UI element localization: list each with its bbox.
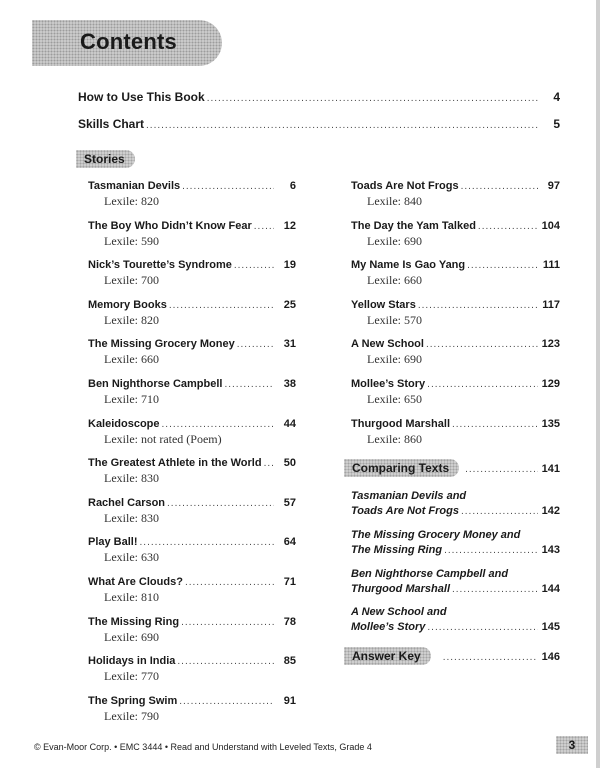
lexile-level: Lexile: 840 [367,194,422,208]
story-page: 57 [283,497,296,509]
story-title: Memory Books [88,299,167,311]
story-page: 117 [542,299,560,311]
leader-dots [234,259,274,271]
leader-dots [207,90,538,104]
answer-key-entry[interactable] [344,647,560,665]
lexile-level: Lexile: 660 [104,352,159,366]
lexile-level: Lexile: 690 [367,352,422,366]
story-page: 78 [283,616,296,628]
story-title: Rachel Carson [88,497,166,509]
leader-dots [443,651,538,663]
story-entry[interactable] [88,616,296,645]
story-entry[interactable] [88,220,296,249]
story-page: 50 [283,457,296,469]
story-page: 123 [541,338,560,350]
pair-line-2: Mollee’s Story [351,621,426,633]
pair-page: 143 [541,544,560,556]
footer-copyright: © Evan-Moor Corp. • EMC 3444 • Read and Understand with Leveled Texts, Grade 4 [34,742,372,752]
story-title: Yellow Stars [351,299,416,311]
story-title: The Missing Ring [88,616,180,628]
pair-page: 145 [541,621,560,633]
leader-dots [427,621,538,633]
leader-dots [237,338,274,350]
leader-dots [181,616,274,628]
story-page: 111 [542,259,560,271]
page-edge [596,0,600,768]
entry-page: 5 [553,117,560,131]
story-page: 135 [541,418,560,430]
story-title: Tasmanian Devils [88,180,181,192]
story-entry[interactable] [351,220,560,249]
story-entry[interactable] [88,655,296,684]
story-entry[interactable] [88,497,296,526]
story-entry[interactable] [351,418,560,447]
story-entry[interactable] [88,180,296,209]
pair-line-1: The Missing Grocery Money and [351,529,521,541]
story-page: 19 [283,259,296,271]
story-title: Ben Nighthorse Campbell [88,378,223,390]
story-page: 38 [283,378,296,390]
story-entry[interactable] [351,338,560,367]
story-title: What Are Clouds? [88,576,183,588]
leader-dots [478,220,538,232]
story-page: 97 [547,180,560,192]
leader-dots [461,180,538,192]
leader-dots [182,180,274,192]
story-entry[interactable] [88,299,296,328]
leader-dots [179,695,274,707]
entry-title: Skills Chart [78,117,145,131]
story-page: 6 [289,180,296,192]
leader-dots [177,655,274,667]
toc-entry-how-to-use[interactable] [78,90,560,104]
leader-dots [444,544,538,556]
story-page: 85 [283,655,296,667]
leader-dots [167,497,274,509]
story-title: The Greatest Athlete in the World [88,457,262,469]
answer-key-heading: Answer Key [344,647,431,665]
leader-dots [452,583,538,595]
story-title: Holidays in India [88,655,176,667]
stories-heading: Stories [76,150,135,168]
lexile-level: Lexile: 660 [367,273,422,287]
pair-line-1: Tasmanian Devils and [351,490,467,502]
story-page: 64 [283,536,296,548]
pair-line-1: Ben Nighthorse Campbell and [351,568,509,580]
lexile-level: Lexile: 820 [104,194,159,208]
lexile-level: Lexile: 700 [104,273,159,287]
comparing-pair-entry[interactable] [351,490,560,517]
lexile-level: Lexile: 690 [104,630,159,644]
lexile-level: Lexile: 590 [104,234,159,248]
lexile-level: Lexile: 630 [104,550,159,564]
lexile-level: Lexile: 650 [367,392,422,406]
story-title: The Missing Grocery Money [88,338,235,350]
story-title: The Spring Swim [88,695,178,707]
story-entry[interactable] [88,695,296,724]
story-page: 25 [283,299,296,311]
leader-dots [427,378,538,390]
story-page: 104 [541,220,560,232]
story-entry[interactable] [351,259,560,288]
story-entry[interactable] [88,576,296,605]
story-entry[interactable] [88,338,296,367]
toc-entry-skills-chart[interactable] [78,117,560,131]
story-entry[interactable] [351,180,560,209]
leader-dots [146,117,538,131]
leader-dots [224,378,274,390]
story-page: 12 [283,220,296,232]
story-entry[interactable] [88,259,296,288]
story-entry[interactable] [351,299,560,328]
pair-line-2: Toads Are Not Frogs [351,505,459,517]
story-page: 44 [283,418,296,430]
story-entry[interactable] [88,418,296,447]
lexile-level: Lexile: 790 [104,709,159,723]
leader-dots [254,220,274,232]
leader-dots [162,418,274,430]
story-entry[interactable] [88,457,296,486]
comparing-texts-page: 141 [541,463,560,475]
comparing-pair-entry[interactable] [351,606,560,633]
comparing-texts-heading: Comparing Texts [344,459,459,477]
story-entry[interactable] [88,378,296,407]
lexile-level: Lexile: 830 [104,511,159,525]
lexile-level: Lexile: 710 [104,392,159,406]
lexile-level: Lexile: 690 [367,234,422,248]
story-title: The Day the Yam Talked [351,220,476,232]
story-title: Play Ball! [88,536,138,548]
leader-dots [465,463,538,475]
leader-dots [185,576,274,588]
comparing-pair-entry[interactable] [351,529,560,556]
comparing-pair-entry[interactable] [351,568,560,595]
leader-dots [461,505,538,517]
lexile-level: Lexile: not rated (Poem) [104,432,222,446]
pair-page: 144 [541,583,560,595]
leader-dots [426,338,538,350]
leader-dots [418,299,538,311]
page-number: 3 [556,736,588,754]
entry-title: How to Use This Book [78,90,205,104]
comparing-texts-entry[interactable] [344,459,560,477]
lexile-level: Lexile: 820 [104,313,159,327]
leader-dots [452,418,538,430]
story-title: A New School [351,338,424,350]
leader-dots [467,259,538,271]
story-title: The Boy Who Didn’t Know Fear [88,220,252,232]
story-entry[interactable] [351,378,560,407]
pair-line-2: The Missing Ring [351,544,443,556]
page-title: Contents [80,29,177,54]
lexile-level: Lexile: 570 [367,313,422,327]
title-banner [32,20,222,66]
pair-line-1: A New School and [351,606,447,618]
pair-line-2: Thurgood Marshall [351,583,450,595]
story-title: Thurgood Marshall [351,418,450,430]
leader-dots [169,299,274,311]
story-page: 31 [283,338,296,350]
lexile-level: Lexile: 860 [367,432,422,446]
lexile-level: Lexile: 810 [104,590,159,604]
leader-dots [140,536,274,548]
story-entry[interactable] [88,536,296,565]
story-title: Kaleidoscope [88,418,160,430]
story-title: Nick’s Tourette’s Syndrome [88,259,232,271]
lexile-level: Lexile: 770 [104,669,159,683]
story-page: 129 [541,378,560,390]
story-page: 91 [283,695,296,707]
story-page: 71 [283,576,296,588]
story-title: My Name Is Gao Yang [351,259,466,271]
answer-key-page: 146 [541,651,560,663]
story-title: Toads Are Not Frogs [351,180,459,192]
lexile-level: Lexile: 830 [104,471,159,485]
story-title: Mollee’s Story [351,378,426,390]
pair-page: 142 [541,505,560,517]
entry-page: 4 [553,90,560,104]
leader-dots [264,457,274,469]
